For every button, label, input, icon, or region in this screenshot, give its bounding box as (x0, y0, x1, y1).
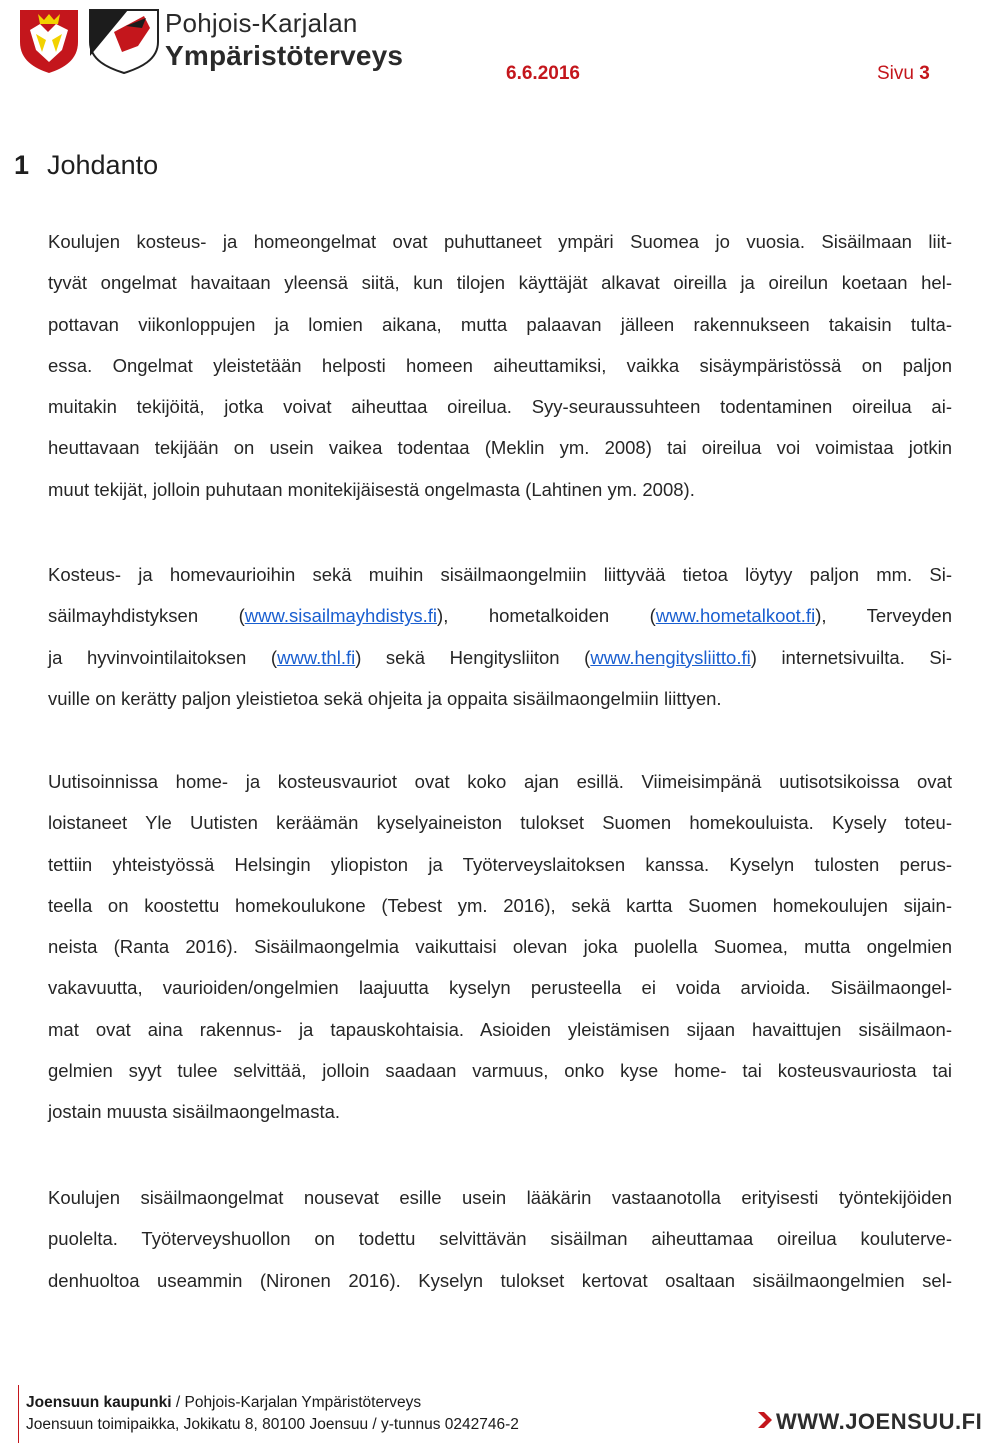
paragraph-2 (48, 554, 952, 719)
org-name-line2: Ympäristöterveys (165, 40, 404, 71)
text-line: heuttavaan tekijään on usein vaikea todentaa (Meklin ym. 2008) tai oireilua voi voimistaa jotkin (48, 437, 952, 459)
brand-arrow-icon (758, 1412, 772, 1428)
section-title: Johdanto (47, 150, 159, 180)
page-number-value: 3 (919, 63, 930, 84)
footer-line1 (26, 1394, 421, 1412)
org-name-line1: Pohjois-Karjalan (165, 8, 358, 38)
text-line: muitakin tekijöitä, jotka voivat aiheuttaa oireilua. Syy-seuraussuhteen todentaminen oireilua ai- (48, 396, 952, 418)
text-line: puolelta. Työterveyshuollon on todettu selvittävän sisäilman aiheuttamaa oireilua kouluterve- (48, 1228, 952, 1250)
text-line: mat ovat aina rakennus- ja tapauskohtaisia. Asioiden yleistämisen sijaan havaittujen sisäilmaon- (48, 1018, 952, 1040)
text-fragment: ), Terveyden (815, 605, 952, 627)
text-line: loistaneet Yle Uutisten keräämän kyselyaineiston tulokset Suomen homekouluista. Kysely toteu- (48, 812, 952, 834)
link-sisailmayhdistys[interactable]: www.sisailmayhdistys.fi (244, 605, 438, 627)
text-line-with-links (48, 595, 952, 636)
text-line: tettiin yhteistyössä Helsingin yliopiston ja Työterveyslaitoksen kanssa. Kyselyn tulosten perus- (48, 853, 952, 875)
text-line: muut tekijät, jolloin puhutaan monitekijäisestä ongelmasta (Lahtinen ym. 2008). (48, 478, 695, 500)
text-line: denhuoltoa useammin (Nironen 2016). Kyselyn tulokset kertovat osaltaan sisäilmaongelmien sel- (48, 1269, 952, 1291)
link-thl[interactable]: www.thl.fi (277, 646, 356, 668)
text-fragment: ja hyvinvointilaitoksen ( (48, 646, 278, 668)
text-line: vakavuutta, vaurioiden/ongelmien laajuutta kyselyn perusteella ei voida arvioida. Sisäilmaongel- (48, 977, 952, 999)
text-line: Koulujen sisäilmaongelmat nousevat esille usein lääkärin vastaanotolla erityisesti työntekijöiden (48, 1187, 952, 1208)
coat-of-arms-icon (18, 6, 168, 74)
paragraph-1 (48, 221, 952, 510)
text-line: Kosteus- ja homevaurioihin sekä muihin sisäilmaongelmiin liittyvää tietoa löytyy paljon mm. Si- (48, 564, 952, 585)
text-line: Uutisoinnissa home- ja kosteusvauriot ovat koko ajan esillä. Viimeisimpänä uutisotsikoissa ovat (48, 771, 952, 792)
text-line: Koulujen kosteus- ja homeongelmat ovat puhuttaneet ympäri Suomea jo vuosia. Sisäilmaan liit- (48, 231, 952, 252)
footer-department: / Pohjois-Karjalan Ympäristöterveys (171, 1394, 422, 1411)
text-line: essa. Ongelmat yleistetään helposti homeen aiheuttamiksi, vaikka sisäympäristössä on paljon (48, 354, 952, 376)
footer-brand-link[interactable]: WWW.JOENSUU.FI (776, 1409, 982, 1434)
link-hengitysliitto[interactable]: www.hengitysliitto.fi (590, 646, 751, 668)
text-fragment: ) internetsivuilta. Si- (750, 646, 953, 668)
text-fragment: ) sekä Hengitysliiton ( (355, 646, 591, 668)
paragraph-4 (48, 1177, 952, 1301)
page-label: Sivu (877, 63, 914, 84)
text-line: jostain muusta sisäilmaongelmasta. (48, 1101, 341, 1123)
text-line: tyvät ongelmat havaitaan yleensä siitä, kun tilojen käyttäjät alkavat oireilla ja oireilun koetaan hel- (48, 272, 952, 294)
text-fragment: ), hometalkoiden ( (437, 605, 656, 627)
header-date: 6.6.2016 (506, 63, 580, 84)
text-line: teella on koostettu homekoulukone (Tebest ym. 2016), sekä kartta Suomen homekoulujen sijain- (48, 894, 952, 916)
section-number: 1 (14, 150, 30, 180)
link-hometalkoot[interactable]: www.hometalkoot.fi (655, 605, 816, 627)
paragraph-3 (48, 761, 952, 1133)
footer-city: Joensuun kaupunki (26, 1394, 172, 1411)
text-line: neista (Ranta 2016). Sisäilmaongelmia vaikuttaisi olevan joka puolella Suomea, mutta ongelmien (48, 936, 952, 958)
text-fragment: säilmayhdistyksen ( (48, 605, 245, 627)
text-line-with-links (48, 637, 952, 678)
text-line: pottavan viikonloppujen ja lomien aikana, mutta palaavan jälleen rakennukseen takaisin tulta- (48, 313, 952, 335)
text-line: gelmien syyt tulee selvittää, jolloin saadaan varmuus, onko kyse home- tai kosteusvauriosta tai (48, 1060, 952, 1082)
page-number (877, 63, 930, 85)
footer-divider (18, 1385, 19, 1443)
footer-address: Joensuun toimipaikka, Jokikatu 8, 80100 Joensuu / y-tunnus 0242746-2 (26, 1416, 519, 1433)
text-line: vuille on kerätty paljon yleistietoa sekä ohjeita ja oppaita sisäilmaongelmiin liittyen. (48, 687, 722, 709)
